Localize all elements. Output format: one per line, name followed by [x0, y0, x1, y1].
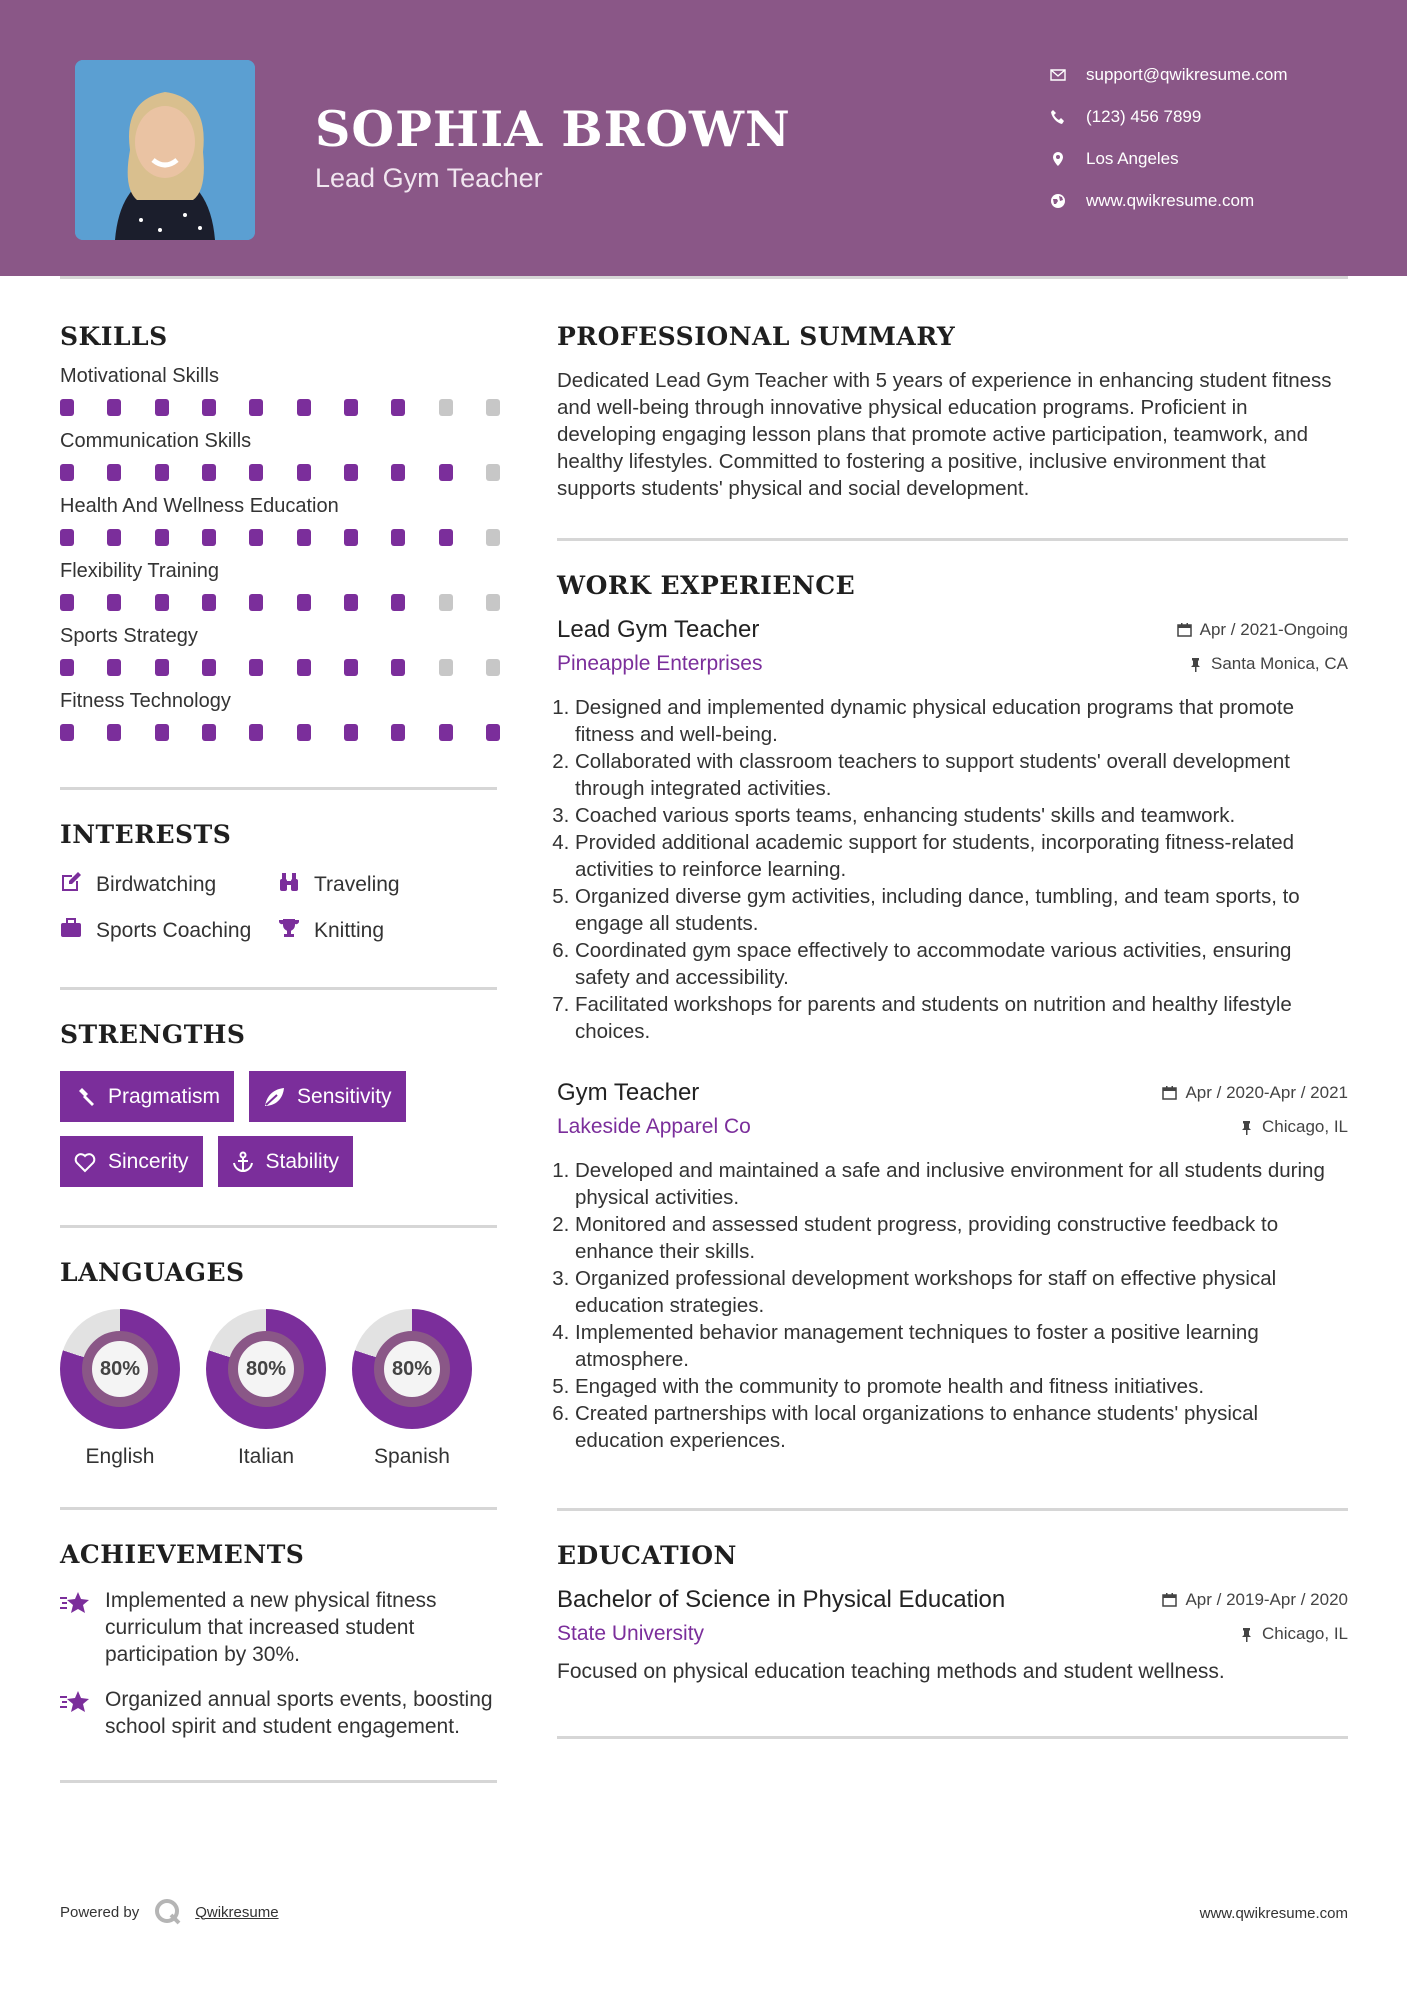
languages-list: [60, 1309, 497, 1469]
company-name: Lakeside Apparel Co: [557, 1115, 751, 1138]
header-divider: [60, 276, 1348, 279]
skills-heading: SKILLS: [60, 322, 168, 351]
skills-section: [60, 322, 497, 741]
rating-dot: [486, 529, 500, 546]
rating-dot: [202, 594, 216, 611]
job-location: [1188, 654, 1348, 674]
rating-dot: [297, 659, 311, 676]
pushpin-icon: [1239, 1627, 1254, 1642]
rating-dot: [344, 529, 358, 546]
rating-dot: [155, 529, 169, 546]
pushpin-icon: [1239, 1120, 1254, 1135]
job-entry: [557, 616, 1348, 1045]
contact-phone[interactable]: [1050, 96, 1370, 138]
job-bullet: 3. Organized professional development workshops for staff on effective physical education strategies.: [575, 1265, 1348, 1319]
edit-icon: [60, 871, 96, 899]
rating-dot: [391, 659, 405, 676]
achievements-heading: ACHIEVEMENTS: [60, 1540, 305, 1569]
rating-dot: [60, 529, 74, 546]
summary-heading: PROFESSIONAL SUMMARY: [557, 322, 956, 351]
binoculars-icon: [278, 871, 314, 899]
languages-heading: LANGUAGES: [60, 1258, 245, 1287]
strengths-list: [60, 1071, 500, 1187]
job-dates: [1177, 620, 1348, 640]
job-location-text: Santa Monica, CA: [1210, 654, 1348, 673]
rating-dot: [202, 659, 216, 676]
language-name: English: [85, 1445, 155, 1468]
rating-dot: [344, 399, 358, 416]
rating-dot: [297, 529, 311, 546]
school-name: State University: [557, 1622, 705, 1645]
globe-icon: [1050, 193, 1086, 209]
interest-item: [278, 871, 498, 899]
job-bullet: 4. Implemented behavior management techniques to foster a positive learning atmosphere.: [575, 1319, 1348, 1373]
interests-section: [60, 820, 497, 945]
rating-dot: [439, 464, 453, 481]
rating-dot: [391, 399, 405, 416]
job-dates-text: Apr / 2021-Ongoing: [1199, 619, 1348, 639]
rating-dot: [107, 399, 121, 416]
language-progress-ring: [352, 1309, 472, 1429]
experience-section: [557, 571, 1348, 1454]
skill-item: [60, 495, 497, 546]
skill-rating: [60, 724, 500, 741]
rating-dot: [439, 594, 453, 611]
skill-rating: [60, 399, 500, 416]
section-divider: [60, 1507, 497, 1510]
rating-dot: [297, 464, 311, 481]
candidate-title: Lead Gym Teacher: [315, 163, 543, 193]
skill-name: Communication Skills: [60, 430, 252, 452]
rating-dot: [155, 464, 169, 481]
education-dates-text: Apr / 2019-Apr / 2020: [1185, 1589, 1348, 1609]
interest-item: [60, 871, 278, 899]
star-icon: [60, 1686, 105, 1740]
contact-location: [1050, 138, 1370, 180]
strength-chip: [249, 1071, 406, 1122]
education-dates: [1162, 1590, 1348, 1610]
job-bullet: 5. Organized diverse gym activities, including dance, tumbling, and team sports, to engage all students.: [575, 883, 1348, 937]
strength-chip: [60, 1071, 234, 1122]
education-description: Focused on physical education teaching methods and student wellness.: [557, 1660, 1225, 1683]
education-entry: [557, 1586, 1348, 1684]
contact-email[interactable]: [1050, 54, 1370, 96]
job-bullet: 6. Created partnerships with local organizations to enhance students' physical education experiences.: [575, 1400, 1348, 1454]
rating-dot: [249, 399, 263, 416]
job-bullet: 3. Coached various sports teams, enhancing students' skills and teamwork.: [575, 802, 1348, 829]
heart-icon: [74, 1151, 96, 1173]
skill-item: [60, 365, 497, 416]
language-progress-ring: [206, 1309, 326, 1429]
resume-header: [0, 0, 1407, 276]
job-entry: [557, 1079, 1348, 1454]
skill-rating: [60, 659, 500, 676]
languages-section: [60, 1258, 497, 1469]
rating-dot: [107, 594, 121, 611]
job-dates: [1162, 1083, 1348, 1103]
achievements-section: [60, 1540, 497, 1740]
skill-item: [60, 560, 497, 611]
skill-rating: [60, 529, 500, 546]
interest-item: [278, 917, 498, 945]
rating-dot: [344, 594, 358, 611]
rating-dot: [202, 724, 216, 741]
skill-item: [60, 690, 497, 741]
rating-dot: [60, 594, 74, 611]
skill-rating: [60, 464, 500, 481]
rating-dot: [391, 594, 405, 611]
trophy-icon: [278, 917, 314, 945]
rating-dot: [249, 529, 263, 546]
skill-name: Flexibility Training: [60, 560, 219, 582]
job-bullet: 1. Developed and maintained a safe and inclusive environment for all students during physical activities.: [575, 1157, 1348, 1211]
rating-dot: [486, 594, 500, 611]
skill-name: Fitness Technology: [60, 690, 231, 712]
strengths-section: [60, 1020, 497, 1187]
rating-dot: [202, 399, 216, 416]
strength-label: Sensitivity: [297, 1084, 392, 1108]
rating-dot: [344, 724, 358, 741]
rating-dot: [107, 659, 121, 676]
powered-by-text: Powered by: [60, 1903, 140, 1921]
rating-dot: [297, 399, 311, 416]
rating-dot: [107, 724, 121, 741]
education-heading: EDUCATION: [557, 1541, 737, 1570]
job-bullet: 2. Monitored and assessed student progress, providing constructive feedback to enhance their skills.: [575, 1211, 1348, 1265]
interest-label: Knitting: [314, 919, 385, 942]
right-column: [557, 322, 1348, 1739]
map-pin-icon: [1050, 151, 1086, 167]
summary-text: Dedicated Lead Gym Teacher with 5 years of experience in enhancing student fitness and well-being through innovative physical education programs. Proficient in developing engaging lesson plans that promote active participation, teamwork, and healthy lifestyles. Committed to fostering a positive, inclusive environment that supports students' physical and social development.: [557, 369, 1332, 500]
rating-dot: [439, 724, 453, 741]
rating-dot: [439, 659, 453, 676]
section-divider: [60, 1780, 497, 1783]
job-location: [1239, 1117, 1348, 1137]
rating-dot: [391, 724, 405, 741]
contact-website[interactable]: [1050, 180, 1370, 222]
education-section: [557, 1541, 1348, 1684]
skill-name: Health And Wellness Education: [60, 495, 339, 517]
language-percent: 80%: [99, 1357, 141, 1380]
rating-dot: [155, 594, 169, 611]
candidate-name: SOPHIA BROWN: [315, 100, 791, 158]
job-bullet: 2. Collaborated with classroom teachers to support students' overall development through integrated activities.: [575, 748, 1348, 802]
strength-label: Sincerity: [108, 1149, 189, 1173]
section-divider: [557, 538, 1348, 541]
job-title: Lead Gym Teacher: [557, 616, 760, 643]
rating-dot: [249, 464, 263, 481]
rating-dot: [344, 659, 358, 676]
rating-dot: [60, 724, 74, 741]
skill-rating: [60, 594, 500, 611]
achievement-text: Implemented a new physical fitness curriculum that increased student participation by 30%.: [105, 1589, 437, 1666]
job-bullets: [557, 1157, 1348, 1454]
job-title: Gym Teacher: [557, 1079, 700, 1106]
interest-label: Traveling: [314, 873, 400, 896]
rating-dot: [297, 594, 311, 611]
left-column: [60, 322, 497, 1783]
job-bullets: [557, 694, 1348, 1045]
rating-dot: [439, 529, 453, 546]
calendar-icon: [1162, 1085, 1177, 1100]
job-bullet: 1. Designed and implemented dynamic physical education programs that promote fitness and well-being.: [575, 694, 1348, 748]
star-icon: [60, 1587, 105, 1668]
phone-icon: [1050, 109, 1086, 125]
strengths-heading: STRENGTHS: [60, 1020, 246, 1049]
rating-dot: [391, 529, 405, 546]
rating-dot: [439, 399, 453, 416]
skill-name: Motivational Skills: [60, 365, 219, 387]
interest-label: Birdwatching: [96, 873, 217, 896]
language-percent: 80%: [245, 1357, 287, 1380]
achievement-item: [60, 1587, 497, 1668]
language-progress-ring: [60, 1309, 180, 1429]
strength-label: Pragmatism: [108, 1084, 221, 1108]
job-location-text: Chicago, IL: [1262, 1117, 1348, 1136]
interests-heading: INTERESTS: [60, 820, 232, 849]
pushpin-icon: [1188, 657, 1203, 672]
achievement-item: [60, 1686, 497, 1740]
education-location: [1239, 1624, 1348, 1644]
qwikresume-logo-icon: [153, 1897, 183, 1927]
summary-section: [557, 322, 1348, 502]
education-location-text: Chicago, IL: [1262, 1624, 1348, 1643]
skill-item: [60, 625, 497, 676]
rating-dot: [486, 464, 500, 481]
rating-dot: [344, 464, 358, 481]
rating-dot: [249, 659, 263, 676]
contact-email-text: support@qwikresume.com: [1086, 65, 1288, 84]
rating-dot: [202, 464, 216, 481]
skill-item: [60, 430, 497, 481]
section-divider: [557, 1508, 1348, 1511]
language-item: [60, 1309, 180, 1469]
rating-dot: [60, 659, 74, 676]
rating-dot: [155, 724, 169, 741]
rating-dot: [486, 659, 500, 676]
gavel-icon: [74, 1086, 96, 1108]
rating-dot: [391, 464, 405, 481]
rating-dot: [249, 724, 263, 741]
rating-dot: [202, 529, 216, 546]
rating-dot: [107, 529, 121, 546]
strength-label: Stability: [265, 1149, 340, 1173]
footer-powered-by: [60, 1897, 279, 1927]
achievement-text: Organized annual sports events, boosting school spirit and student engagement.: [105, 1688, 493, 1738]
strength-chip: [218, 1136, 354, 1187]
experience-heading: WORK EXPERIENCE: [557, 571, 856, 600]
strength-chip: [60, 1136, 203, 1187]
job-bullet: 4. Provided additional academic support for students, incorporating fitness-related activities to reinforce learning.: [575, 829, 1348, 883]
rating-dot: [486, 399, 500, 416]
envelope-icon: [1050, 67, 1086, 83]
company-name: Pineapple Enterprises: [557, 652, 763, 675]
job-dates-text: Apr / 2020-Apr / 2021: [1185, 1082, 1348, 1102]
profile-photo: [75, 60, 255, 240]
skill-name: Sports Strategy: [60, 625, 198, 647]
rating-dot: [249, 594, 263, 611]
skills-list: [60, 365, 497, 741]
rating-dot: [60, 464, 74, 481]
degree-title: Bachelor of Science in Physical Education: [557, 1586, 1006, 1613]
language-name: Italian: [237, 1445, 295, 1468]
section-divider: [557, 1736, 1348, 1739]
job-bullet: 7. Facilitated workshops for parents and students on nutrition and healthy lifestyle choices.: [575, 991, 1348, 1045]
interest-label: Sports Coaching: [96, 919, 252, 942]
brand-link[interactable]: Qwikresume: [195, 1903, 279, 1921]
job-bullet: 6. Coordinated gym space effectively to accommodate various activities, ensuring safety and accessibility.: [575, 937, 1348, 991]
leaf-icon: [263, 1086, 285, 1108]
contact-list: [1050, 54, 1370, 222]
contact-website-text: www.qwikresume.com: [1086, 191, 1255, 210]
contact-location-text: Los Angeles: [1086, 149, 1179, 168]
calendar-icon: [1177, 622, 1192, 637]
language-name: Spanish: [374, 1445, 450, 1468]
section-divider: [60, 987, 497, 990]
rating-dot: [297, 724, 311, 741]
briefcase-icon: [60, 917, 96, 945]
calendar-icon: [1162, 1592, 1177, 1607]
interests-list: [60, 871, 497, 945]
rating-dot: [60, 399, 74, 416]
section-divider: [60, 787, 497, 790]
contact-phone-text: (123) 456 7899: [1086, 107, 1202, 126]
section-divider: [60, 1225, 497, 1228]
rating-dot: [155, 659, 169, 676]
rating-dot: [486, 724, 500, 741]
interest-item: [60, 917, 278, 945]
job-bullet: 5. Engaged with the community to promote health and fitness initiatives.: [575, 1373, 1348, 1400]
language-percent: 80%: [391, 1357, 433, 1380]
rating-dot: [107, 464, 121, 481]
rating-dot: [155, 399, 169, 416]
language-item: [352, 1309, 472, 1469]
anchor-icon: [232, 1151, 254, 1173]
footer-website[interactable]: www.qwikresume.com: [1199, 1905, 1348, 1922]
language-item: [206, 1309, 326, 1469]
